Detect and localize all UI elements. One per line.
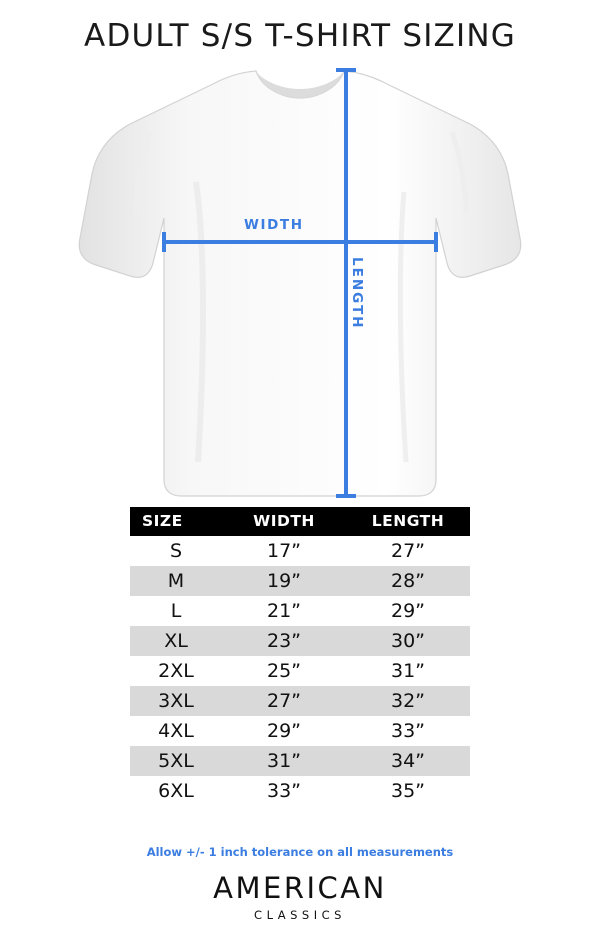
cell-length: 30” — [346, 626, 470, 656]
header-width: WIDTH — [222, 507, 346, 536]
size-table — [130, 507, 470, 806]
cell-size: 3XL — [130, 686, 222, 716]
cell-length: 27” — [346, 536, 470, 566]
cell-length: 34” — [346, 746, 470, 776]
table-row — [130, 596, 470, 626]
header-length: LENGTH — [346, 507, 470, 536]
table-row — [130, 716, 470, 746]
cell-size: XL — [130, 626, 222, 656]
cell-size: 4XL — [130, 716, 222, 746]
cell-size: 6XL — [130, 776, 222, 806]
cell-width: 33” — [222, 776, 346, 806]
cell-width: 31” — [222, 746, 346, 776]
cell-width: 25” — [222, 656, 346, 686]
length-label: LENGTH — [349, 257, 365, 330]
table-row — [130, 566, 470, 596]
cell-size: 5XL — [130, 746, 222, 776]
header-size: SIZE — [130, 507, 222, 536]
brand-subtitle: CLASSICS — [254, 908, 346, 922]
cell-length: 29” — [346, 596, 470, 626]
table-row — [130, 626, 470, 656]
cell-size: 2XL — [130, 656, 222, 686]
cell-width: 19” — [222, 566, 346, 596]
tolerance-note: Allow +/- 1 inch tolerance on all measurements — [146, 845, 454, 859]
cell-length: 31” — [346, 656, 470, 686]
table-row — [130, 656, 470, 686]
tshirt-diagram — [0, 62, 600, 502]
cell-length: 28” — [346, 566, 470, 596]
table-row — [130, 776, 470, 806]
cell-size: L — [130, 596, 222, 626]
brand-name: AMERICAN — [213, 871, 387, 905]
cell-width: 23” — [222, 626, 346, 656]
cell-length: 32” — [346, 686, 470, 716]
cell-width: 17” — [222, 536, 346, 566]
size-table-container — [130, 507, 470, 806]
cell-length: 35” — [346, 776, 470, 806]
width-label: WIDTH — [244, 217, 304, 233]
cell-width: 27” — [222, 686, 346, 716]
cell-width: 29” — [222, 716, 346, 746]
cell-size: S — [130, 536, 222, 566]
size-table-head — [130, 507, 470, 536]
cell-width: 21” — [222, 596, 346, 626]
tshirt-illustration — [0, 62, 600, 502]
size-table-body — [130, 536, 470, 806]
brand-block — [0, 871, 600, 922]
table-header-row — [130, 507, 470, 536]
page-title: ADULT S/S T-SHIRT SIZING — [84, 18, 516, 54]
table-row — [130, 536, 470, 566]
cell-length: 33” — [346, 716, 470, 746]
table-row — [130, 746, 470, 776]
table-row — [130, 686, 470, 716]
cell-size: M — [130, 566, 222, 596]
